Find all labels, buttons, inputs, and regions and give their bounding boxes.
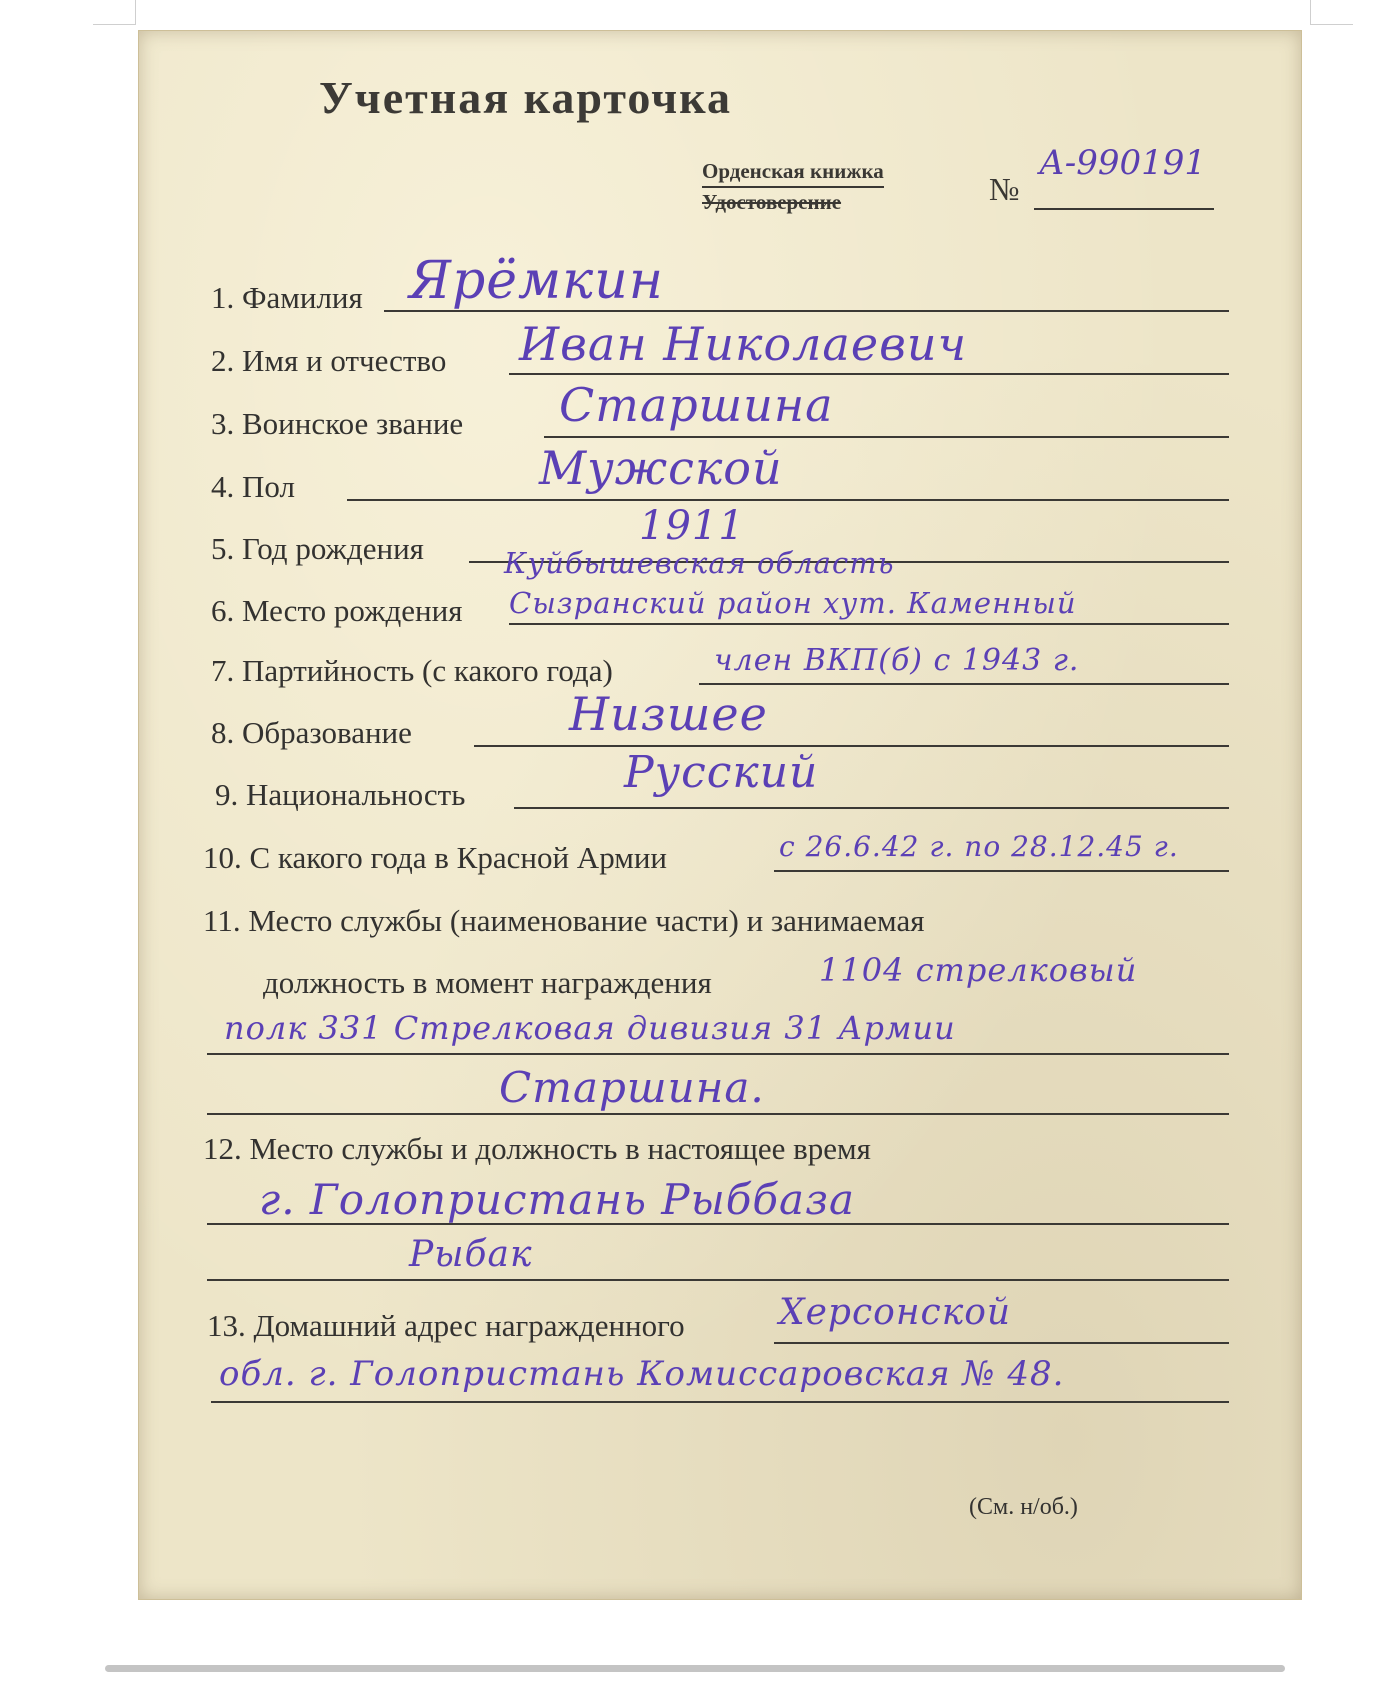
page-corner-mark-right bbox=[1310, 0, 1353, 25]
field-rule bbox=[774, 1342, 1229, 1344]
handwritten-value: с 26.6.42 г. по 28.12.45 г. bbox=[779, 830, 1179, 863]
field-label: 6. Место рождения bbox=[211, 593, 463, 628]
field-label-line-1: 11. Место службы (наименование части) и занимаемая bbox=[203, 903, 925, 938]
field-rule bbox=[544, 436, 1229, 438]
handwritten-value: Русский bbox=[624, 747, 819, 798]
handwritten-value-line-2: Сызранский район хут. Каменный bbox=[509, 586, 1077, 620]
field-label: 8. Образование bbox=[211, 715, 412, 750]
field-rule bbox=[347, 499, 1229, 501]
field-label: 2. Имя и отчество bbox=[211, 343, 447, 378]
field-label: 12. Место службы и должность в настоящее время bbox=[203, 1131, 871, 1166]
field-label: 10. С какого года в Красной Армии bbox=[203, 840, 668, 875]
handwritten-value: Старшина bbox=[559, 378, 834, 432]
field-rule bbox=[211, 1401, 1229, 1403]
field-label-line-2: должность в момент награждения bbox=[263, 965, 712, 1000]
field-rule bbox=[474, 745, 1229, 747]
handwritten-value-line-2: обл. г. Голопристань Комиссаровская № 48. bbox=[219, 1354, 1065, 1394]
record-card bbox=[138, 30, 1302, 1600]
field-rule bbox=[207, 1279, 1229, 1281]
field-label: 7. Партийность (с какого года) bbox=[211, 653, 613, 688]
order-book-label: Орденская книжка bbox=[702, 157, 884, 188]
number-value: А-990191 bbox=[1039, 143, 1207, 183]
handwritten-value-line-1: г. Голопристань Рыббаза bbox=[259, 1175, 856, 1224]
certificate-label-struck: Удостоверение bbox=[702, 190, 842, 214]
field-rule bbox=[699, 683, 1229, 685]
field-label: 1. Фамилия bbox=[211, 280, 363, 315]
field-current-service bbox=[139, 1109, 1301, 1289]
handwritten-value: 1911 bbox=[639, 503, 745, 549]
document-type bbox=[702, 157, 884, 216]
field-label: 3. Воинское звание bbox=[211, 406, 464, 441]
field-surname bbox=[139, 251, 1301, 322]
field-rule bbox=[207, 1223, 1229, 1225]
field-label: 5. Год рождения bbox=[211, 531, 424, 566]
number-rule bbox=[1034, 208, 1214, 210]
handwritten-value-line-1: Куйбышевская область bbox=[504, 546, 895, 580]
number-label: № bbox=[989, 171, 1020, 207]
handwritten-value-line-1: Херсонской bbox=[779, 1292, 1012, 1333]
field-rule bbox=[509, 623, 1229, 625]
handwritten-value: Ярёмкин bbox=[409, 251, 664, 311]
handwritten-value-line-1: 1104 стрелковый bbox=[819, 951, 1138, 989]
field-label: 9. Национальность bbox=[215, 777, 466, 812]
see-reverse-note: (См. н/об.) bbox=[969, 1494, 1078, 1520]
handwritten-value: Иван Николаевич bbox=[519, 317, 968, 371]
field-label: 4. Пол bbox=[211, 469, 295, 504]
handwritten-value-line-2: Рыбак bbox=[409, 1234, 533, 1275]
handwritten-value-line-3: Старшина. bbox=[499, 1063, 765, 1112]
field-nationality bbox=[139, 747, 1301, 821]
handwritten-value: Низшее bbox=[569, 687, 768, 741]
page-corner-mark-left bbox=[93, 0, 136, 25]
field-rule bbox=[774, 870, 1229, 872]
field-rule bbox=[509, 373, 1229, 375]
field-army-since bbox=[139, 818, 1301, 884]
card-title: Учетная карточка bbox=[319, 72, 732, 123]
handwritten-value: член ВКП(б) с 1943 г. bbox=[714, 643, 1080, 678]
handwritten-value: Мужской bbox=[539, 441, 783, 495]
field-service-at-award bbox=[139, 881, 1301, 1111]
horizontal-scrollbar[interactable] bbox=[105, 1665, 1285, 1672]
field-label: 13. Домашний адрес награжденного bbox=[207, 1308, 685, 1343]
field-rule bbox=[514, 807, 1229, 809]
handwritten-value-line-2: полк 331 Стрелковая дивизия 31 Армии bbox=[224, 1009, 956, 1047]
field-home-address bbox=[139, 1286, 1301, 1436]
field-rule bbox=[207, 1053, 1229, 1055]
